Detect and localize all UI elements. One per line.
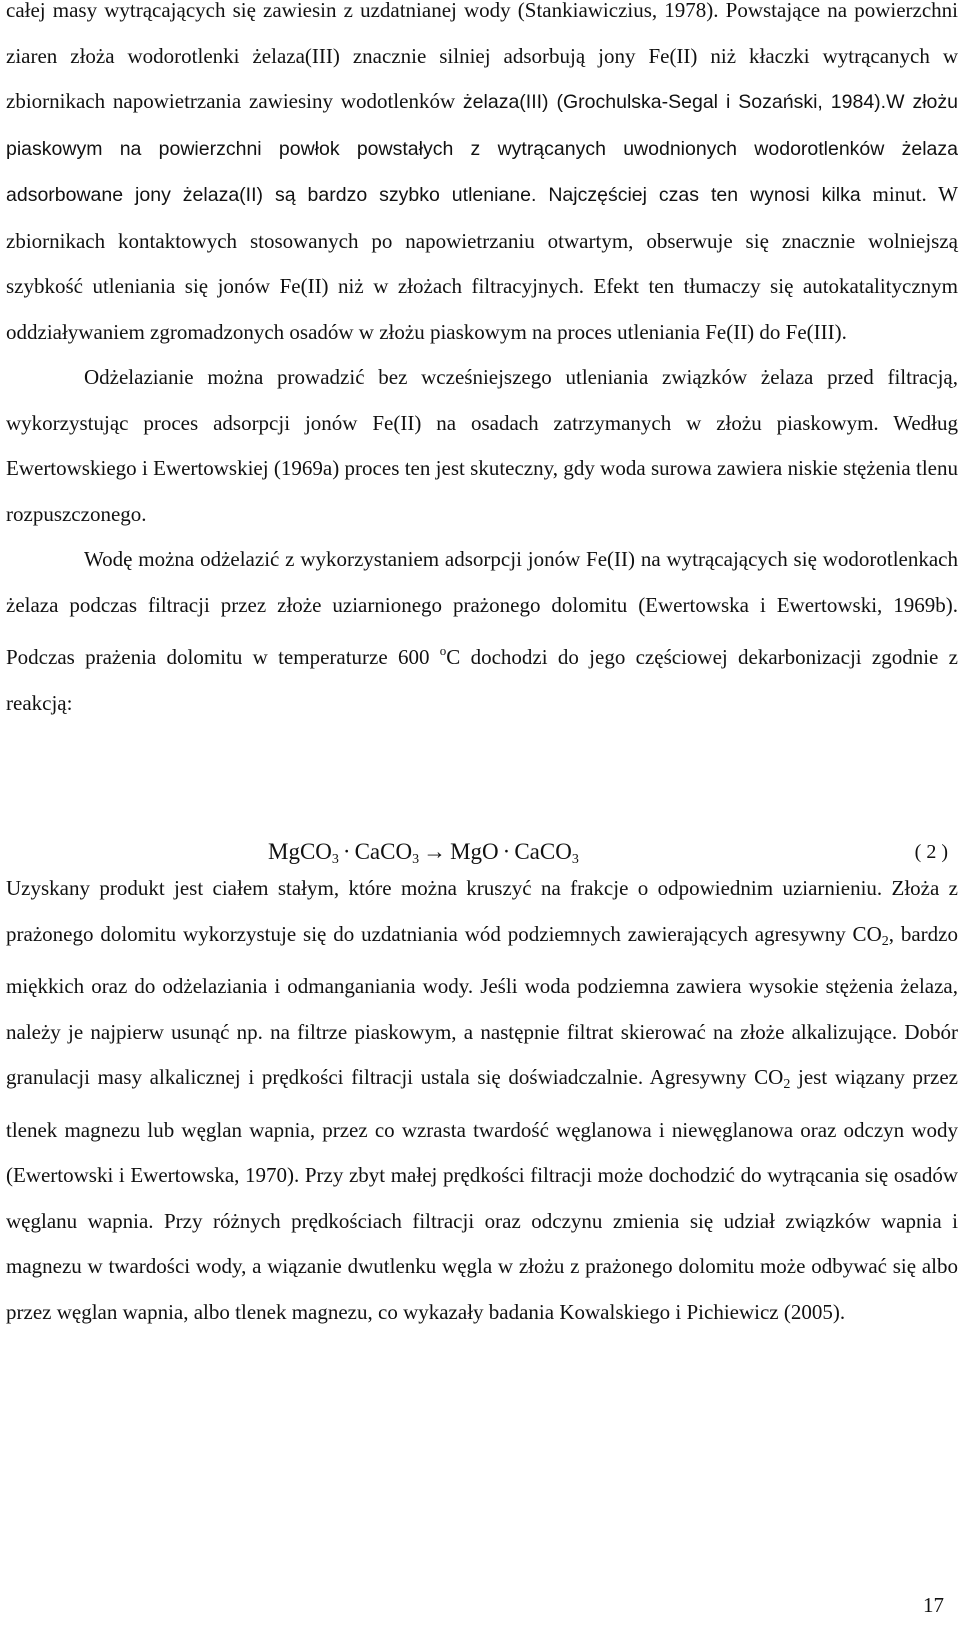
page-number: 17 <box>923 1593 944 1617</box>
subscript: 3 <box>412 852 420 867</box>
paragraph-1-sans-part: żelaza(III) (Grochulska-Segal i Sozański, 1984).W złożu piaskowym na powierzchni powłok powstałych z wytrącanych uwodnionych wodorotlenków żelaza adsorbowane jony żelaza(II) są bardzo szybko utleniane. Najczęściej czas ten wynosi kilka <box>6 91 958 206</box>
degree-superscript: o <box>439 643 447 658</box>
reactant-mgco3: MgCO <box>268 839 332 864</box>
reaction-arrow: → <box>423 839 447 864</box>
paragraph-1 <box>6 0 958 355</box>
dot-operator: · <box>502 839 511 864</box>
paragraph-3-part-b: C dochodzi do jego częściowej dekarbonizacji zgodnie z reakcją: <box>6 645 958 715</box>
product-caco3: CaCO <box>514 839 572 864</box>
co2-subscript: 2 <box>783 1077 791 1092</box>
equation-number: ( 2 ) <box>914 841 948 863</box>
paragraph-2: Odżelazianie można prowadzić bez wcześniejszego utleniania związków żelaza przed filtracją, wykorzystując proces adsorpcji jonów Fe(II) na osadach zatrzymanych w złożu piaskowym. Według Ewertowskiego i Ewertowskiej (1969a) proces ten jest skuteczny, gdy woda surowa zawiera niskie stężenia tlenu rozpuszczonego. <box>6 365 958 526</box>
paragraph-4-part-a: Uzyskany produkt jest ciałem stałym, które można kruszyć na frakcje o odpowiednim uziarnieniu. Złoża z prażonego dolomitu wykorzystuje się do uzdatniania wód podziemnych zawierających agresywny CO <box>6 876 958 946</box>
paragraph-4-part-c: jest wiązany przez tlenek magnezu lub węglan wapnia, przez co wzrasta twardość węglanowa i niewęglanowa oraz odczyn wody (Ewertowski i Ewertowska, 1970). Przy zbyt małej prędkości filtracji może dochodzić do wytrącania się osadów węglanu wapnia. Przy różnych prędkościach filtracji oraz odczynu zmienia się udział związków wapnia i magnezu w twardości wody, a wiązanie dwutlenku węgla w złożu z prażonego dolomitu może odbywać się albo przez węglan wapnia, albo tlenek magnezu, co wykazały badania Kowalskiego i Pichiewicz (2005). <box>6 1065 958 1324</box>
text-block-lower <box>6 866 958 1335</box>
subscript: 3 <box>571 852 579 867</box>
subscript: 3 <box>331 852 339 867</box>
paragraph-4-part-b: , bardzo miękkich oraz do odżelaziania i odmanganiania wody. Jeśli woda podziemna zawiera wysokie stężenia żelaza, należy je najpierw usunąć np. na filtrze piaskowym, a następnie filtrat skierować na złoże alkalizujące. Dobór granulacji masy alkalicznej i prędkości filtracji ustala się doświadczalnie. Agresywny CO <box>6 921 958 1089</box>
paragraph-4 <box>6 866 958 1335</box>
paragraph-3-part-a: Wodę można odżelazić z wykorzystaniem adsorpcji jonów Fe(II) na wytrącających się wodorotlenkach żelaza podczas filtracji przez złoże uziarnionego prażonego dolomitu (Ewertowska i Ewertowski, 1969b). Podczas prażenia dolomitu w temperaturze 600 <box>6 547 958 669</box>
co2-subscript: 2 <box>881 933 889 949</box>
paragraph-1-serif-part-a: całej masy wytrącających się zawiesin z uzdatnianej wody (Stankiawiczius, 1978). Powstające na powierzchni ziaren złoża wodorotlenki żelaza(III) znacznie silniej adsorbują jony Fe(II) niż kłaczki wytrącanych w zbiornikach napowietrzania zawiesiny wodotlenków <box>6 0 958 113</box>
product-mgo: MgO <box>450 839 499 864</box>
paragraph-3 <box>6 537 958 726</box>
dot-operator: · <box>342 839 351 864</box>
equation-formula <box>268 839 579 868</box>
text-block-upper <box>6 0 958 726</box>
reactant-caco3: CaCO <box>354 839 413 864</box>
paragraph-1-serif-part-b: minut. W zbiornikach kontaktowych stosowanych po napowietrzaniu otwartym, obserwuje się znacznie wolniejszą szybkość utleniania się jonów Fe(II) niż w złożach filtracyjnych. Efekt ten tłumaczy się autokatalitycznym oddziaływaniem zgromadzonych osadów w złożu piaskowym na proces utleniania Fe(II) do Fe(III). <box>6 182 958 344</box>
